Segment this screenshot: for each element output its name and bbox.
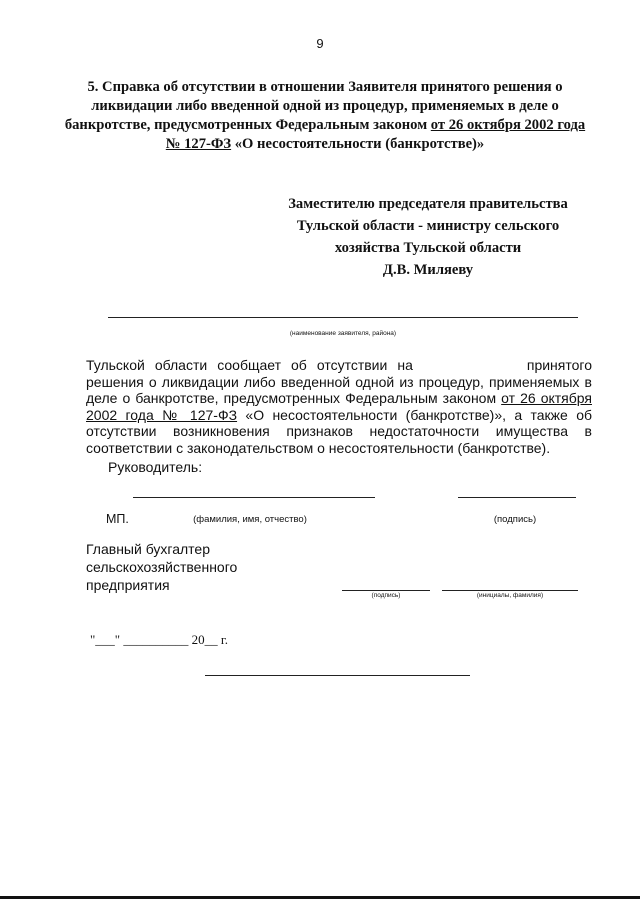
separator-line: [205, 675, 470, 676]
director-label: Руководитель:: [108, 459, 203, 475]
heading-text-end: «О несостоятельности (банкротстве)»: [231, 136, 485, 152]
signature-caption: (подпись): [493, 514, 537, 525]
addressee-line: Тульской области - министру сельского: [296, 218, 560, 234]
applicant-name-field[interactable]: [108, 317, 578, 318]
law-link[interactable]: от 26 октября 2002 года № 127-ФЗ: [165, 117, 586, 152]
director-signature-field[interactable]: [458, 497, 576, 498]
fio-caption: (фамилия, имя, отчество): [193, 514, 307, 525]
addressee-name: Д.В. Миляеву: [382, 262, 474, 278]
law-link[interactable]: от 26 октября 2002 года № 127-ФЗ: [86, 390, 592, 423]
accountant-name-field[interactable]: [442, 590, 578, 591]
statement-text: «О несостоятельности (банкротстве)», а также об отсутствии возникновения признаков недостаточности имущества в соответствии с законодательством о несостоятельности (банкротстве).: [86, 406, 592, 456]
accountant-name-caption: (инициалы, фамилия): [476, 592, 544, 599]
chief-accountant-line: Главный бухгалтер: [86, 541, 210, 557]
addressee-line: Заместителю председателя правительства: [288, 196, 568, 212]
accountant-signature-caption: (подпись): [371, 592, 401, 599]
statement-text: Тульской области сообщает об отсутствии на: [86, 357, 413, 373]
addressee-block: [258, 193, 598, 281]
document-heading: [60, 78, 590, 154]
page-bottom-edge: [0, 896, 640, 899]
stamp-label: МП.: [106, 512, 129, 526]
statement-paragraph: [86, 357, 592, 456]
addressee-line: хозяйства Тульской области: [334, 240, 522, 256]
date-field[interactable]: "___" __________ 20__ г.: [90, 632, 228, 647]
director-name-field[interactable]: [133, 497, 375, 498]
chief-accountant-line: предприятия: [86, 577, 170, 593]
statement-text: принятого решения о ликвидации либо введенной одной из процедур, применяемых в деле о банкротстве, предусмотренных Федеральным законом: [86, 357, 592, 406]
chief-accountant-line: сельскохозяйственного: [86, 559, 238, 575]
accountant-signature-field[interactable]: [342, 590, 430, 591]
chief-accountant-label: [86, 540, 237, 594]
page-number: 9: [316, 36, 324, 51]
applicant-caption: (наименование заявителя, района): [289, 330, 397, 337]
heading-text: 5. Справка об отсутствии в отношении Заявителя принятого решения о ликвидации либо введенной одной из процедур, применяемых в деле о банкротстве, предусмотренных Федеральным законом: [64, 79, 563, 133]
